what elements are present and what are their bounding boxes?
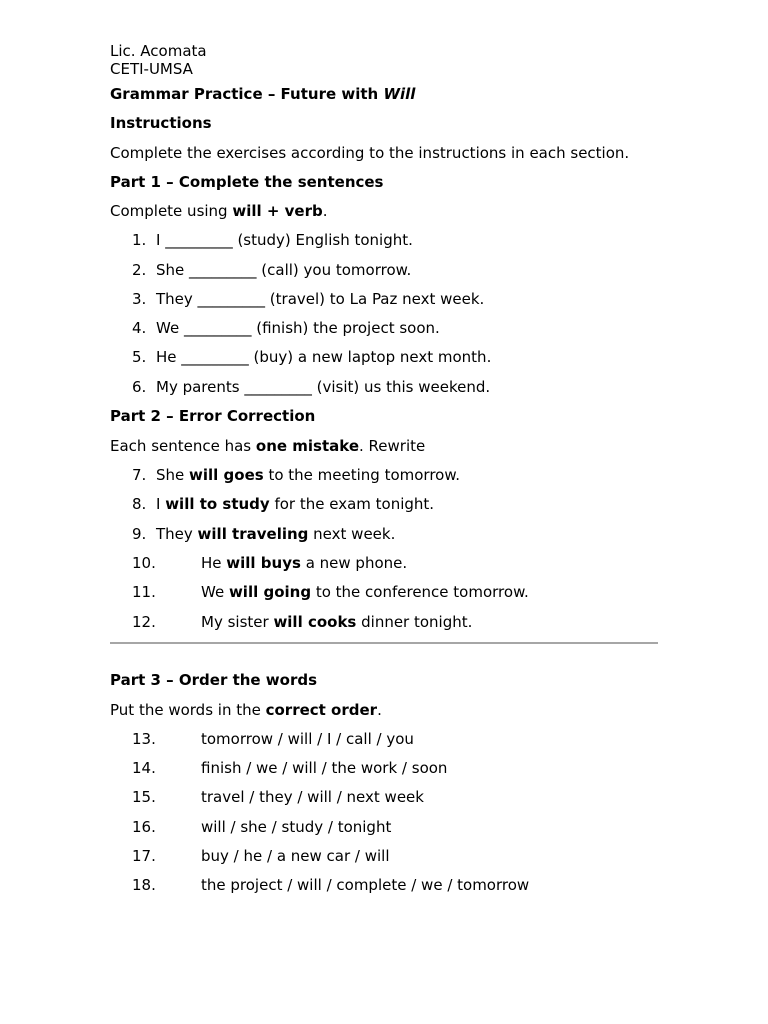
item-mistake: will buys: [226, 554, 301, 572]
item-text-pre: She: [156, 466, 190, 484]
item-text: [201, 554, 407, 572]
worksheet-title: [110, 85, 415, 103]
item-text: buy / he / a new car / will: [201, 847, 390, 865]
item-text-pre: They: [156, 525, 198, 543]
item-number: 6.: [132, 378, 147, 396]
item-text: finish / we / will / the work / soon: [201, 759, 448, 777]
author-name: Lic. Acomata: [110, 42, 207, 60]
item-number: 11.: [132, 583, 156, 601]
item-text: [201, 613, 472, 631]
item-number: 3.: [132, 290, 147, 308]
item-text: tomorrow / will / I / call / you: [201, 730, 414, 748]
part2-intro: [110, 437, 425, 455]
item-number: 12.: [132, 613, 156, 631]
item-text: [156, 466, 460, 484]
item-number: 14.: [132, 759, 156, 777]
item-text: He _________ (buy) a new laptop next month.: [156, 348, 492, 366]
item-mistake: will cooks: [273, 613, 357, 631]
part2-intro-suffix: . Rewrite: [359, 437, 426, 455]
item-number: 7.: [132, 466, 147, 484]
item-text: She _________ (call) you tomorrow.: [156, 261, 412, 279]
item-number: 13.: [132, 730, 156, 748]
part2-intro-prefix: Each sentence has: [110, 437, 256, 455]
item-number: 1.: [132, 231, 147, 249]
instructions-heading: Instructions: [110, 114, 212, 132]
part3-intro-bold: correct order: [265, 701, 378, 719]
part3-intro-prefix: Put the words in the: [110, 701, 266, 719]
item-number: 15.: [132, 788, 156, 806]
item-text: the project / will / complete / we / tomorrow: [201, 876, 530, 894]
item-text-post: for the exam tonight.: [269, 495, 435, 513]
item-number: 18.: [132, 876, 156, 894]
item-mistake: will goes: [189, 466, 264, 484]
item-number: 5.: [132, 348, 147, 366]
item-text: I _________ (study) English tonight.: [156, 231, 413, 249]
item-number: 2.: [132, 261, 147, 279]
item-mistake: will traveling: [197, 525, 309, 543]
item-mistake: will going: [228, 583, 312, 601]
part2-heading: Part 2 – Error Correction: [110, 407, 316, 425]
item-text-pre: I: [156, 495, 166, 513]
item-number: 16.: [132, 818, 156, 836]
part2-intro-bold: one mistake: [255, 437, 360, 455]
item-text-post: to the conference tomorrow.: [311, 583, 529, 601]
item-text: will / she / study / tonight: [201, 818, 392, 836]
part1-intro: [110, 202, 328, 220]
item-text: [156, 495, 434, 513]
item-text-pre: We: [201, 583, 229, 601]
item-text-post: a new phone.: [300, 554, 408, 572]
title-prefix: Grammar Practice – Future with: [110, 85, 384, 103]
item-text: We _________ (finish) the project soon.: [156, 319, 440, 337]
item-text-pre: My sister: [201, 613, 274, 631]
part3-heading: Part 3 – Order the words: [110, 671, 318, 689]
part1-intro-bold: will + verb: [232, 202, 323, 220]
item-text: [201, 583, 529, 601]
item-number: 10.: [132, 554, 156, 572]
section-divider: [110, 642, 658, 644]
institution-name: CETI-UMSA: [110, 60, 193, 78]
item-text: They _________ (travel) to La Paz next week.: [156, 290, 485, 308]
item-text: [156, 525, 395, 543]
item-number: 8.: [132, 495, 147, 513]
part1-heading: Part 1 – Complete the sentences: [110, 173, 384, 191]
item-text-pre: He: [201, 554, 227, 572]
item-mistake: will to study: [165, 495, 270, 513]
part1-intro-suffix: .: [322, 202, 328, 220]
item-text-post: dinner tonight.: [356, 613, 473, 631]
item-text: travel / they / will / next week: [201, 788, 424, 806]
item-number: 9.: [132, 525, 147, 543]
item-text-post: to the meeting tomorrow.: [263, 466, 461, 484]
part3-intro-suffix: .: [377, 701, 382, 719]
item-number: 17.: [132, 847, 156, 865]
part1-intro-prefix: Complete using: [110, 202, 233, 220]
item-number: 4.: [132, 319, 147, 337]
part3-intro: [110, 701, 382, 719]
item-text-post: next week.: [308, 525, 396, 543]
instructions-text: Complete the exercises according to the instructions in each section.: [110, 144, 630, 162]
title-emphasis: Will: [383, 85, 416, 103]
item-text: My parents _________ (visit) us this weekend.: [156, 378, 491, 396]
